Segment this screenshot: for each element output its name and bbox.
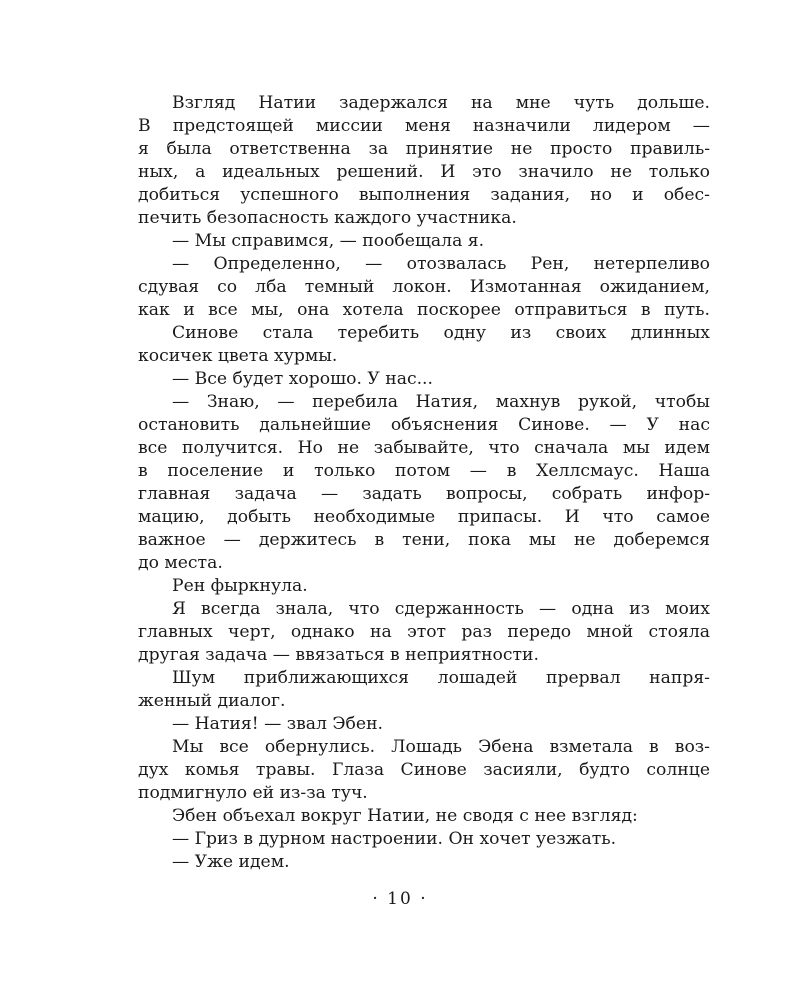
text-line: остановить дальнейшие объяснения Синове. — У нас	[138, 415, 710, 435]
text-line: подмигнуло ей из-за туч.	[138, 783, 368, 803]
text-line: мацию, добыть необходимые припасы. И что самое	[138, 507, 710, 527]
dialogue-line: — Мы справимся, — пообещала я.	[172, 231, 485, 251]
text-line: главных черт, однако на этот раз передо мной стояла	[138, 622, 710, 642]
text-line: Эбен объехал вокруг Натии, не сводя с нее взгляд:	[172, 806, 638, 826]
text-line: дух комья травы. Глаза Синове засияли, будто солнце	[138, 760, 710, 780]
text-line: ных, а идеальных решений. И это значило не только	[138, 162, 710, 182]
text-line: Я всегда знала, что сдержанность — одна из моих	[172, 599, 710, 619]
text-line: печить безопасность каждого участника.	[138, 208, 517, 228]
text-line: Шум приближающихся лошадей прервал напря-	[172, 668, 710, 688]
text-line: добиться успешного выполнения задания, но и обес-	[138, 185, 710, 205]
text-line: В предстоящей миссии меня назначили лидером —	[138, 116, 710, 136]
text-line: все получится. Но не забывайте, что сначала мы идем	[138, 438, 710, 458]
body-text	[138, 92, 710, 874]
dialogue-line: — Натия! — звал Эбен.	[172, 714, 383, 734]
text-line: я была ответственна за принятие не просто правиль-	[138, 139, 710, 159]
dialogue-line: — Знаю, — перебила Натия, махнув рукой, чтобы	[172, 392, 710, 412]
text-line: Рен фыркнула.	[172, 576, 308, 596]
text-line: Взгляд Натии задержался на мне чуть дольше.	[172, 93, 710, 113]
dialogue-line: — Гриз в дурном настроении. Он хочет уезжать.	[172, 829, 617, 849]
text-line: как и все мы, она хотела поскорее отправиться в путь.	[138, 300, 710, 320]
page-number: · 10 ·	[372, 889, 428, 909]
text-line: сдувая со лба темный локон. Измотанная ожиданием,	[138, 277, 710, 297]
text-line: в поселение и только потом — в Хеллсмаус. Наша	[138, 461, 710, 481]
text-line: женный диалог.	[138, 691, 286, 711]
text-line: другая задача — ввязаться в неприятности.	[138, 645, 539, 665]
dialogue-line: — Уже идем.	[172, 852, 290, 872]
dialogue-line: — Все будет хорошо. У нас...	[172, 369, 433, 389]
dialogue-line: — Определенно, — отозвалась Рен, нетерпеливо	[172, 254, 710, 274]
text-line: до места.	[138, 553, 223, 573]
text-line: Мы все обернулись. Лошадь Эбена взметала в воз-	[172, 737, 710, 757]
text-line: важное — держитесь в тени, пока мы не доберемся	[138, 530, 710, 550]
text-line: главная задача — задать вопросы, собрать инфор-	[138, 484, 710, 504]
text-line: Синове стала теребить одну из своих длинных	[172, 323, 710, 343]
text-line: косичек цвета хурмы.	[138, 346, 338, 366]
